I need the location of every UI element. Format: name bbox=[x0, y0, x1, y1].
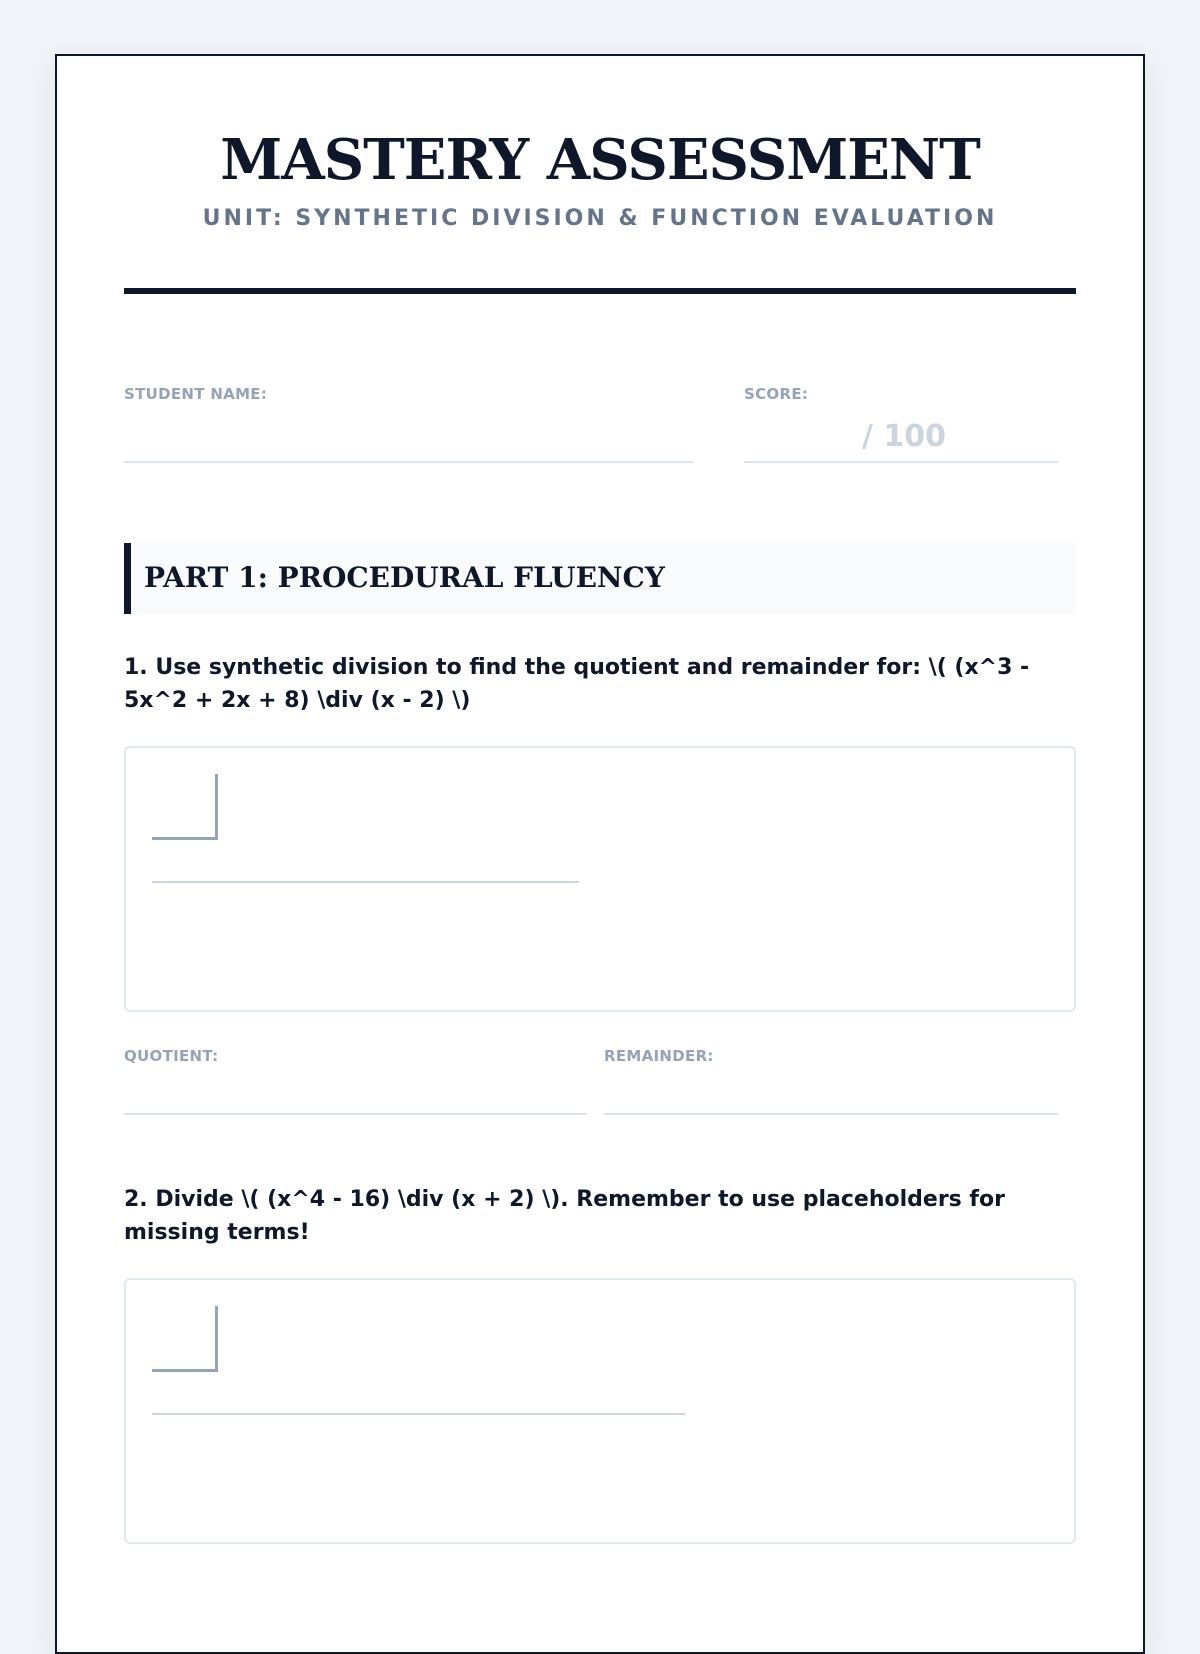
question-1-text: 1. Use synthetic division to find the quotient and remainder for: \( (x^3 - 5x^2 + 2x + 8) \div (x - 2) \) bbox=[124, 655, 1030, 713]
part1-title: PART 1: PROCEDURAL FLUENCY bbox=[144, 561, 665, 594]
score-label: SCORE: bbox=[744, 385, 809, 403]
question-1-work-area[interactable] bbox=[124, 746, 1076, 1012]
score-field[interactable] bbox=[744, 461, 1058, 463]
question-2-text: 2. Divide \( (x^4 - 16) \div (x + 2) \). Remember to use placeholders for missing terms! bbox=[124, 1187, 1005, 1245]
remainder-field[interactable] bbox=[604, 1113, 1058, 1115]
remainder-label: REMAINDER: bbox=[604, 1047, 714, 1065]
question-2-work-area[interactable] bbox=[124, 1278, 1076, 1544]
header-divider bbox=[124, 288, 1076, 294]
synthetic-division-result-line bbox=[152, 881, 579, 883]
synthetic-division-bracket bbox=[152, 1306, 218, 1372]
student-name-field[interactable] bbox=[124, 461, 693, 463]
synthetic-division-bracket bbox=[152, 774, 218, 840]
quotient-label: QUOTIENT: bbox=[124, 1047, 219, 1065]
page-subtitle: UNIT: SYNTHETIC DIVISION & FUNCTION EVALUATION bbox=[202, 206, 998, 231]
page-title: MASTERY ASSESSMENT bbox=[220, 127, 980, 193]
synthetic-division-result-line bbox=[152, 1413, 685, 1415]
quotient-field[interactable] bbox=[124, 1113, 587, 1115]
worksheet-page bbox=[55, 54, 1145, 1654]
part1-header bbox=[124, 543, 1076, 614]
student-name-label: STUDENT NAME: bbox=[124, 385, 268, 403]
score-max: / 100 bbox=[862, 419, 947, 454]
